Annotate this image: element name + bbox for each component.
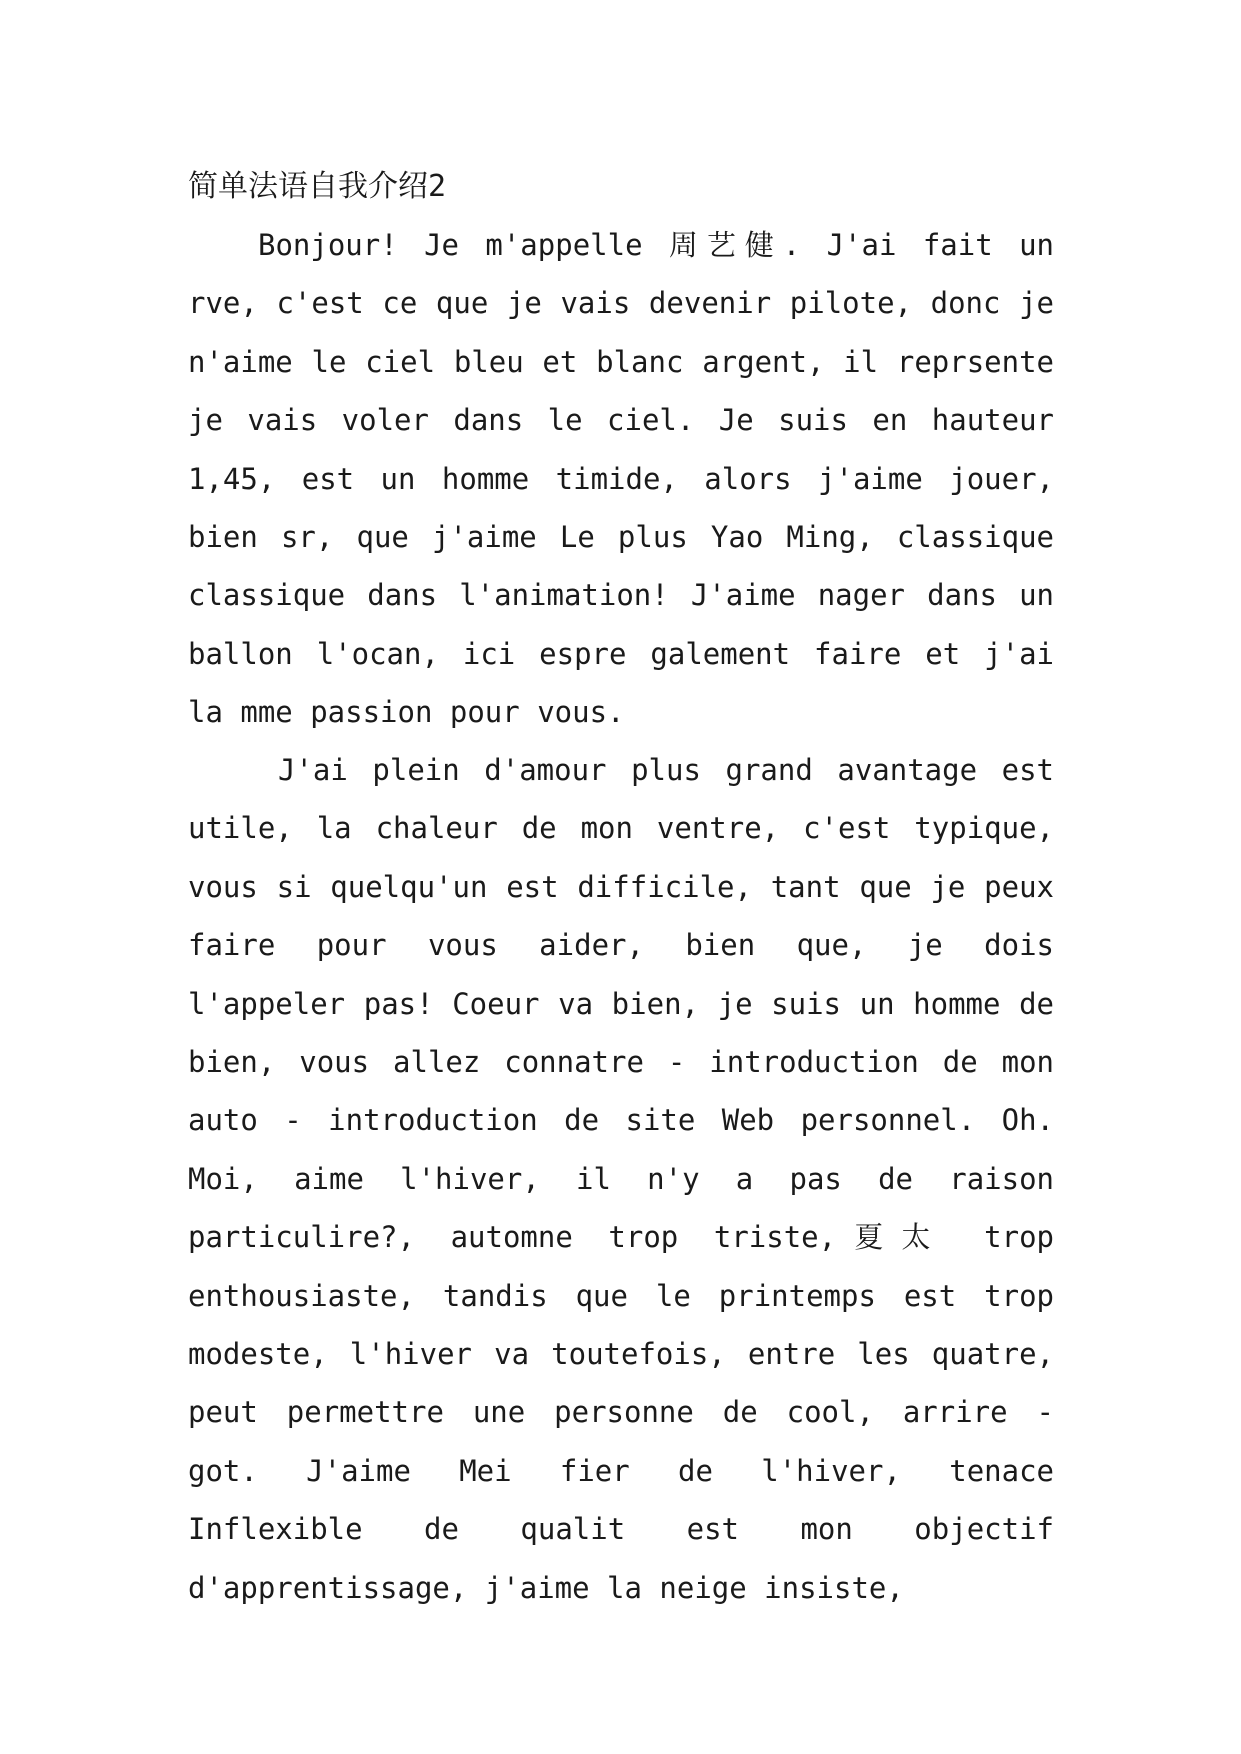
paragraph-intro: Bonjour! Je m'appelle 周艺健. J'ai fait un rve, c'est ce que je vais devenir pilote, donc je n'aime le ciel bleu et blanc argent, il reprsente je vais voler dans le ciel. Je suis en hauteur 1,45, est un homme timide, alors j'aime jouer, bien sr, que j'aime Le plus Yao Ming, classique classique dans l'animation! J'aime nager dans un ballon l'ocan, ici espre galement faire et j'ai la mme passion pour vous.: [188, 228, 1054, 730]
paragraph-second: J'ai plein d'amour plus grand avantage est utile, la chaleur de mon ventre, c'est typique, vous si quelqu'un est difficile, tant que je peux faire pour vous aider, bien que, je dois l'appeler pas! Coeur va bien, je suis un homme de bien, vous allez connatre - introduction de mon auto - introduction de site Web personnel. Oh. Moi, aime l'hiver, il n'y a pas de raison particulire?, automne trop triste,夏太 trop enthousiaste, tandis que le printemps est trop modeste, l'hiver va toutefois, entre les quatre, peut permettre une personne de cool, arrire - got. J'aime Mei fier de l'hiver, tenace Inflexible de qualit est mon objectif d'apprentissage, j'aime la neige insiste,: [188, 753, 1054, 1605]
document-title: 简单法语自我介绍2: [188, 169, 447, 204]
